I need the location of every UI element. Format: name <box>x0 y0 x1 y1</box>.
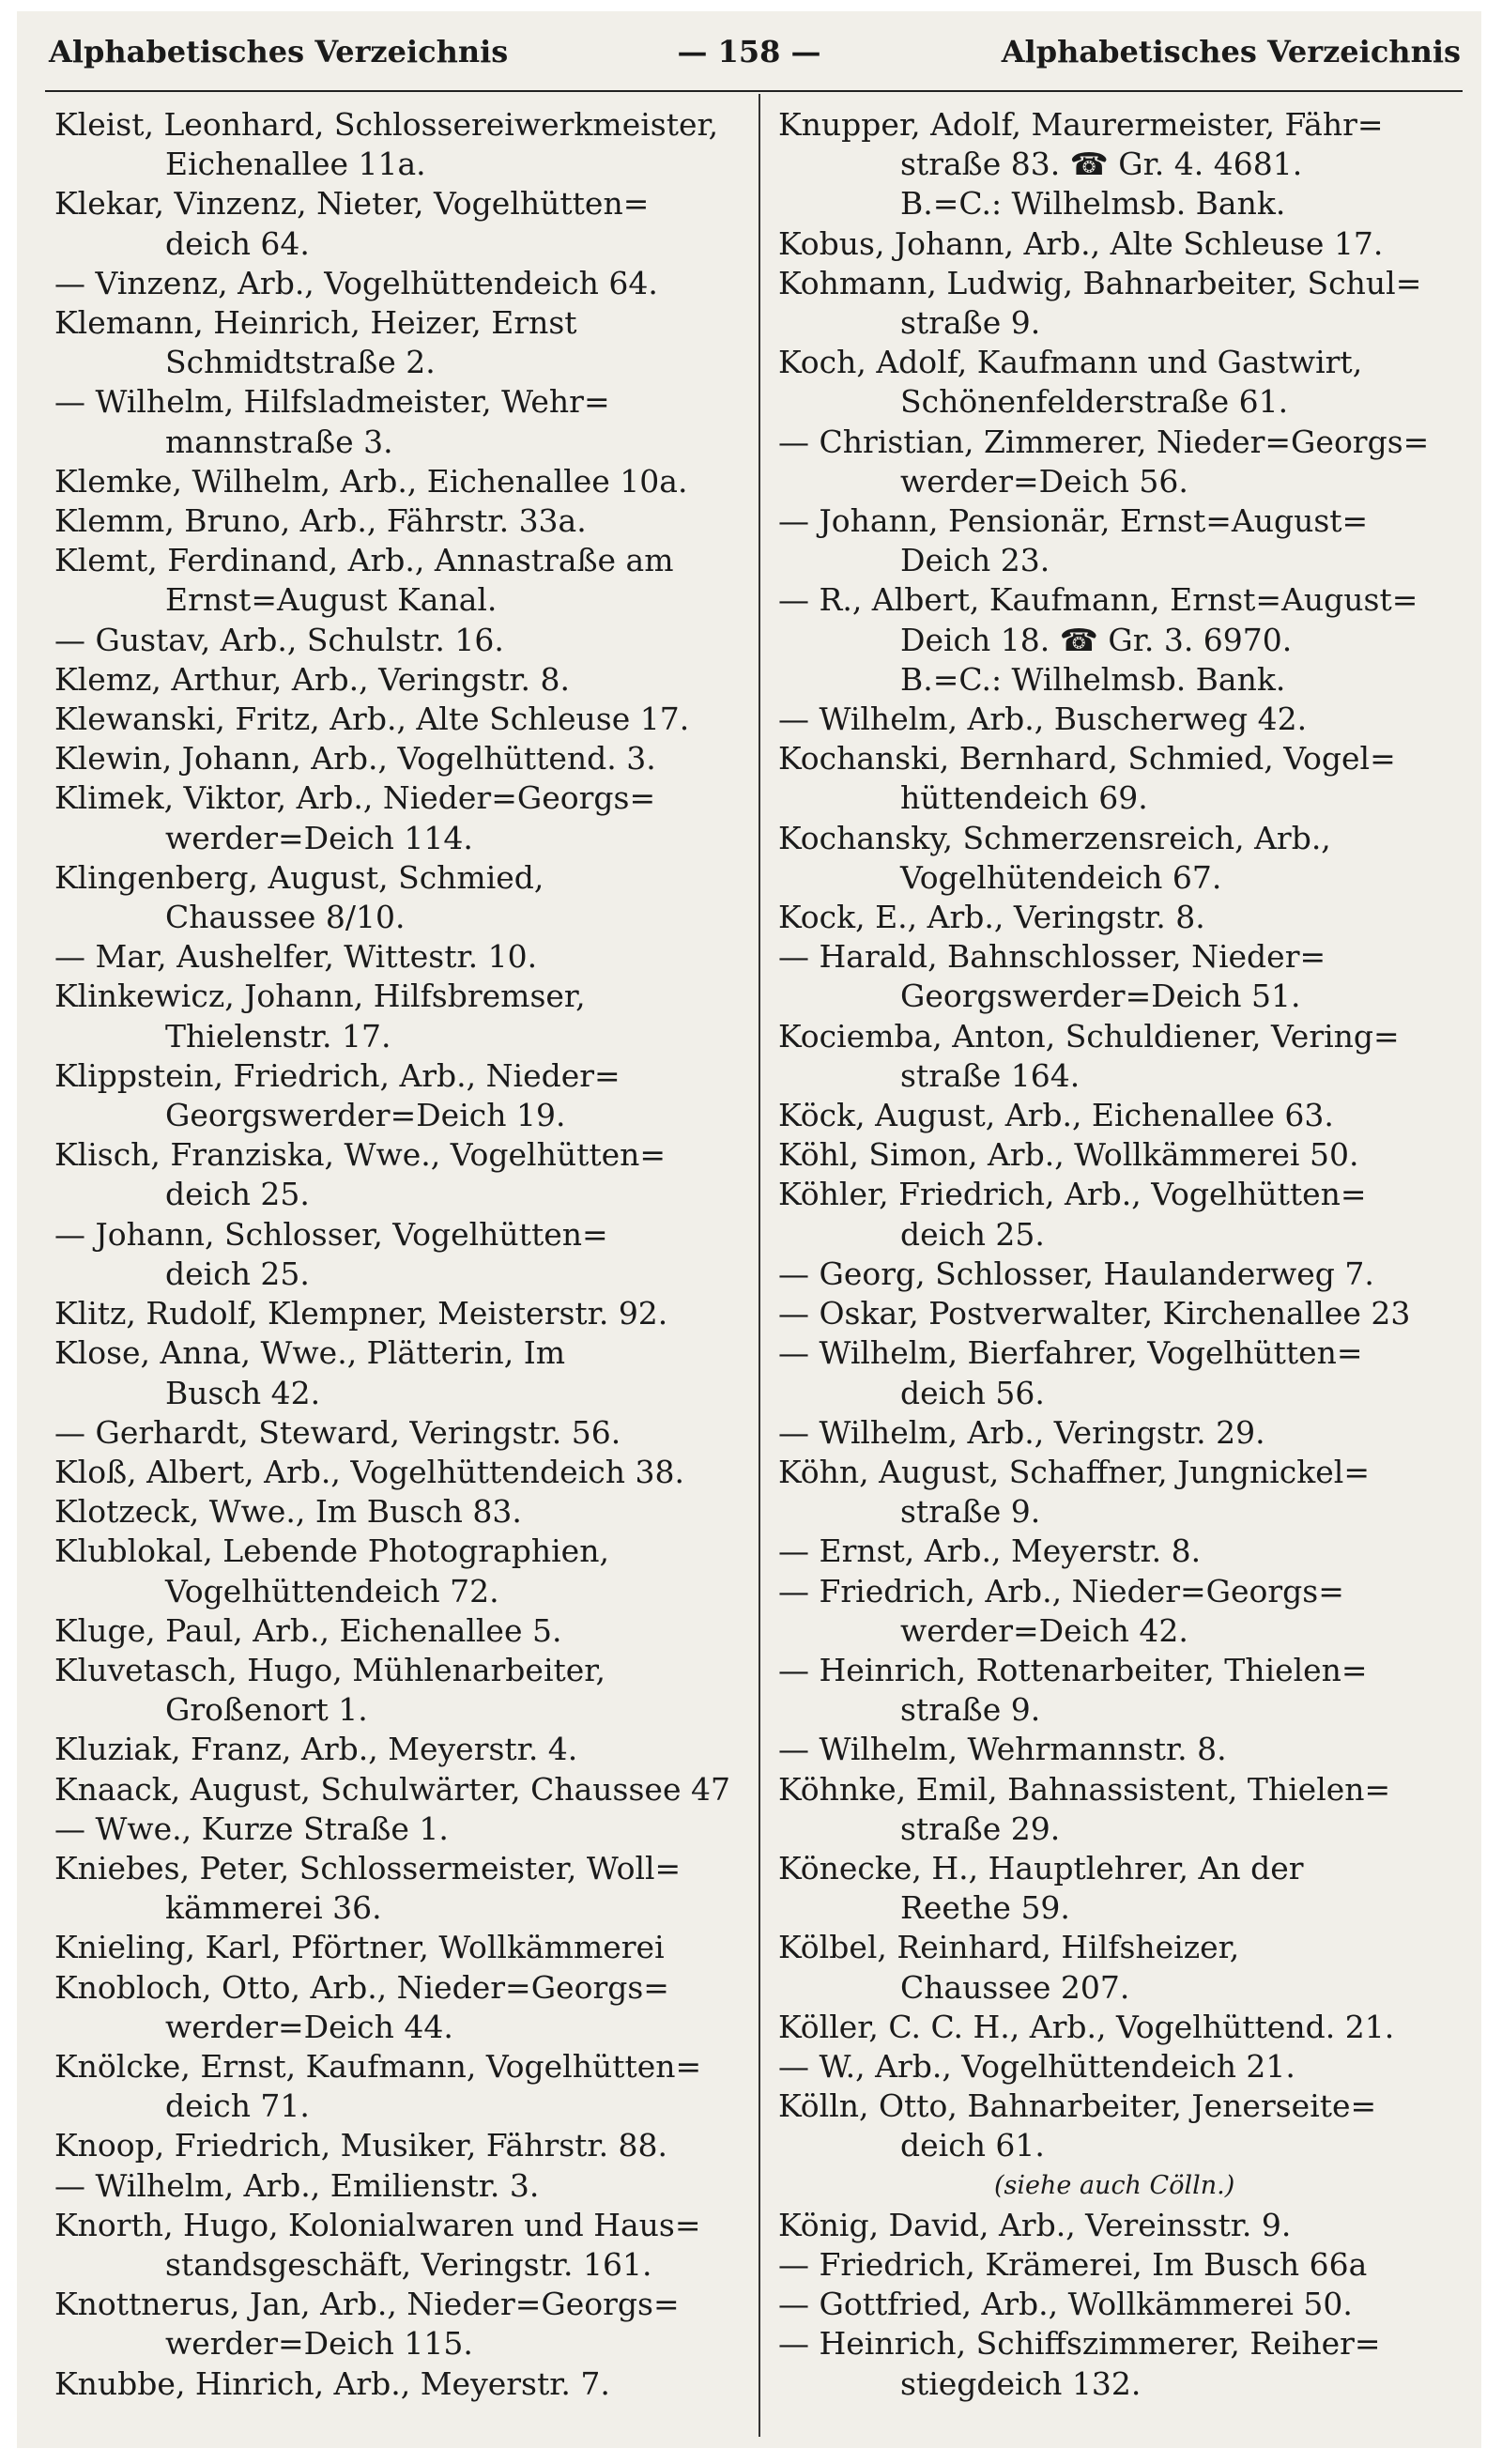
entry-continuation: straße 9. <box>900 1691 1041 1729</box>
entry-line: Koch, Adolf, Kaufmann und Gastwirt, <box>778 344 1363 381</box>
directory-entry <box>54 700 744 739</box>
entry-line: Köller, C. C. H., Arb., Vogelhüttend. 21. <box>778 2008 1395 2045</box>
entry-line: — Wilhelm, Arb., Veringstr. 29. <box>778 1413 1265 1451</box>
directory-entry <box>778 224 1478 264</box>
entry-continuation: Busch 42. <box>165 1374 321 1411</box>
entry-line: — Gerhardt, Steward, Veringstr. 56. <box>54 1413 621 1451</box>
entry-line: Kochansky, Schmerzensreich, Arb., <box>778 819 1331 856</box>
entry-line: Klose, Anna, Wwe., Plätterin, Im <box>54 1334 566 1372</box>
entry-continuation: werder=Deich 56. <box>900 462 1188 500</box>
directory-entry <box>778 1572 1478 1651</box>
entry-line: Kleist, Leonhard, Schlossereiwerkmeister, <box>54 106 719 143</box>
entry-line: — Wilhelm, Hilfsladmeister, Wehr= <box>54 383 610 421</box>
entry-continuation: straße 29. <box>900 1810 1061 1847</box>
entry-continuation: deich 64. <box>165 224 310 262</box>
entry-continuation: Georgswerder=Deich 19. <box>165 1097 566 1134</box>
entry-continuation: Vogelhütendeich 67. <box>900 858 1222 896</box>
entry-line: — Heinrich, Schiffszimmerer, Reiher= <box>778 2325 1381 2363</box>
directory-entry <box>778 1175 1478 1254</box>
directory-entry <box>54 1730 744 1769</box>
directory-entry <box>778 1135 1478 1175</box>
directory-entry <box>54 2285 744 2364</box>
entry-line: — Friedrich, Krämerei, Im Busch 66a <box>778 2245 1368 2283</box>
directory-entry <box>778 700 1478 739</box>
entry-line: — Friedrich, Arb., Nieder=Georgs= <box>778 1572 1344 1609</box>
directory-entry <box>54 1849 744 1928</box>
directory-entry <box>54 2047 744 2126</box>
entry-line: Kochanski, Bernhard, Schmied, Vogel= <box>778 740 1396 778</box>
entry-continuation: werder=Deich 42. <box>900 1611 1188 1649</box>
entry-continuation: deich 25. <box>165 1255 310 1292</box>
directory-entry <box>54 184 744 263</box>
directory-entry <box>778 1730 1478 1769</box>
entry-line: Köhnke, Emil, Bahnassistent, Thielen= <box>778 1770 1391 1808</box>
entry-continuation: Chaussee 8/10. <box>165 899 406 936</box>
directory-entry <box>778 105 1478 224</box>
directory-entry <box>778 2206 1478 2245</box>
directory-entry <box>778 264 1478 343</box>
directory-entry <box>778 898 1478 937</box>
directory-entry <box>54 1928 744 1967</box>
directory-entry <box>778 2245 1478 2285</box>
entry-line: König, David, Arb., Vereinsstr. 9. <box>778 2206 1292 2243</box>
directory-entry <box>778 1017 1478 1096</box>
entry-line: — Wilhelm, Arb., Buscherweg 42. <box>778 701 1308 738</box>
entry-continuation: werder=Deich 115. <box>165 2325 473 2363</box>
directory-entry <box>54 858 744 937</box>
directory-entry <box>54 2206 744 2285</box>
directory-entry <box>54 541 744 620</box>
entry-continuation: Schmidtstraße 2. <box>165 344 436 381</box>
entry-line: Klewanski, Fritz, Arb., Alte Schleuse 17. <box>54 701 690 738</box>
directory-entry <box>778 2008 1478 2047</box>
entry-line: Knorth, Hugo, Kolonialwaren und Haus= <box>54 2206 701 2243</box>
entry-continuation: hüttendeich 69. <box>900 779 1148 817</box>
directory-entry <box>54 1770 744 1810</box>
entry-continuation: straße 164. <box>900 1056 1081 1094</box>
entry-line: — Heinrich, Rottenarbeiter, Thielen= <box>778 1651 1368 1688</box>
entry-line: Köhler, Friedrich, Arb., Vogelhütten= <box>778 1176 1367 1213</box>
entry-line: Kluziak, Franz, Arb., Meyerstr. 4. <box>54 1731 578 1768</box>
entry-line: Klingenberg, August, Schmied, <box>54 858 544 896</box>
entry-line: Klemke, Wilhelm, Arb., Eichenallee 10a. <box>54 462 688 500</box>
directory-entry <box>54 1215 744 1294</box>
entry-line: — Georg, Schlosser, Haulanderweg 7. <box>778 1255 1374 1292</box>
header-right-title: Alphabetisches Verzeichnis <box>1001 34 1461 69</box>
directory-entry <box>778 1096 1478 1135</box>
entry-line: Kock, E., Arb., Veringstr. 8. <box>778 899 1205 936</box>
directory-entry <box>778 1453 1478 1532</box>
directory-entry <box>778 739 1478 818</box>
left-column <box>54 105 744 2404</box>
entry-line: — Gustav, Arb., Schulstr. 16. <box>54 621 504 658</box>
entry-continuation: Großenort 1. <box>165 1691 368 1729</box>
entry-line: Knaack, August, Schulwärter, Chaussee 47 <box>54 1770 730 1808</box>
entry-line: Klewin, Johann, Arb., Vogelhüttend. 3. <box>54 740 656 778</box>
entry-line: Kölln, Otto, Bahnarbeiter, Jenerseite= <box>778 2087 1377 2125</box>
entry-continuation: kämmerei 36. <box>165 1889 382 1927</box>
directory-entry <box>778 580 1478 700</box>
entry-line: Klemt, Ferdinand, Arb., Annastraße am <box>54 542 674 579</box>
directory-entry <box>54 1532 744 1610</box>
directory-entry <box>54 1810 744 1849</box>
entry-line: Klisch, Franziska, Wwe., Vogelhütten= <box>54 1136 667 1174</box>
directory-entry <box>778 1255 1478 1294</box>
entry-line: — Wwe., Kurze Straße 1. <box>54 1810 449 1847</box>
header-left-title: Alphabetisches Verzeichnis <box>49 34 509 69</box>
entry-continuation: Thielenstr. 17. <box>165 1017 391 1055</box>
directory-entry <box>778 1413 1478 1453</box>
entry-continuation: Vogelhüttendeich 72. <box>165 1572 499 1609</box>
directory-entry <box>54 105 744 184</box>
page-number: — 158 — <box>677 34 821 69</box>
directory-entry <box>778 819 1478 898</box>
entry-line: — Wilhelm, Bierfahrer, Vogelhütten= <box>778 1334 1363 1372</box>
entry-line: — Christian, Zimmerer, Nieder=Georgs= <box>778 423 1430 460</box>
directory-entry <box>54 2364 744 2404</box>
entry-continuation: Georgswerder=Deich 51. <box>900 978 1301 1015</box>
directory-entry <box>778 1294 1478 1333</box>
entry-continuation: deich 71. <box>165 2087 310 2125</box>
directory-entry <box>54 501 744 541</box>
column-divider <box>759 94 760 2437</box>
directory-entry <box>778 1333 1478 1412</box>
entry-line: Kluge, Paul, Arb., Eichenallee 5. <box>54 1611 562 1649</box>
entry-continuation: straße 9. <box>900 304 1041 342</box>
entry-continuation: deich 56. <box>900 1374 1045 1411</box>
directory-entry <box>54 1056 744 1135</box>
entry-line: — Oskar, Postverwalter, Kirchenallee 23 <box>778 1295 1411 1332</box>
entry-line: Klemm, Bruno, Arb., Fährstr. 33a. <box>54 502 587 540</box>
directory-entry <box>54 778 744 857</box>
entry-continuation: B.=C.: Wilhelmsb. Bank. <box>900 660 1286 698</box>
right-column <box>778 105 1478 2404</box>
entry-continuation: straße 83. ☎ Gr. 4. 4681. <box>900 146 1303 183</box>
entry-line: Köhl, Simon, Arb., Wollkämmerei 50. <box>778 1136 1359 1174</box>
entry-continuation: Eichenallee 11a. <box>165 146 426 183</box>
entry-line: — Gottfried, Arb., Wollkämmerei 50. <box>778 2286 1353 2323</box>
entry-continuation: Deich 18. ☎ Gr. 3. 6970. <box>900 621 1293 658</box>
directory-entry <box>778 2087 1478 2206</box>
entry-line: Klemz, Arthur, Arb., Veringstr. 8. <box>54 660 570 698</box>
entry-continuation: straße 9. <box>900 1493 1041 1531</box>
entry-line: — Mar, Aushelfer, Wittestr. 10. <box>54 938 538 976</box>
directory-entry <box>54 1968 744 2047</box>
entry-line: — R., Albert, Kaufmann, Ernst=August= <box>778 581 1418 619</box>
entry-line: Kluvetasch, Hugo, Mühlenarbeiter, <box>54 1651 605 1688</box>
entry-line: Klublokal, Lebende Photographien, <box>54 1532 609 1570</box>
entry-line: Knölcke, Ernst, Kaufmann, Vogelhütten= <box>54 2047 702 2085</box>
entry-continuation: Schönenfelderstraße 61. <box>900 383 1289 421</box>
entry-continuation: deich 61. <box>900 2127 1045 2164</box>
entry-continuation: werder=Deich 114. <box>165 819 473 856</box>
entry-line: Knobloch, Otto, Arb., Nieder=Georgs= <box>54 1968 669 2006</box>
entry-line: Knieling, Karl, Pförtner, Wollkämmerei <box>54 1929 665 1966</box>
directory-entry <box>54 264 744 303</box>
directory-entry <box>778 501 1478 580</box>
entry-line: Klotzeck, Wwe., Im Busch 83. <box>54 1493 522 1531</box>
directory-entry <box>54 1135 744 1214</box>
entry-continuation: Reethe 59. <box>900 1889 1070 1927</box>
directory-entry <box>54 1611 744 1651</box>
directory-entry <box>54 1294 744 1333</box>
entry-continuation: (siehe auch Cölln.) <box>994 2170 1235 2200</box>
directory-entry <box>778 1651 1478 1730</box>
directory-entry <box>54 303 744 382</box>
entry-continuation: werder=Deich 44. <box>165 2008 453 2045</box>
page-header <box>17 34 1481 81</box>
entry-continuation: B.=C.: Wilhelmsb. Bank. <box>900 185 1286 223</box>
header-rule <box>45 90 1463 92</box>
entry-line: Kohmann, Ludwig, Bahnarbeiter, Schul= <box>778 264 1422 301</box>
directory-entry <box>54 977 744 1055</box>
entry-continuation: deich 25. <box>900 1215 1045 1253</box>
entry-line: — Wilhelm, Arb., Emilienstr. 3. <box>54 2166 540 2204</box>
entry-line: Knupper, Adolf, Maurermeister, Fähr= <box>778 106 1384 143</box>
entry-line: Kniebes, Peter, Schlossermeister, Woll= <box>54 1849 682 1886</box>
entry-line: — Johann, Pensionär, Ernst=August= <box>778 502 1369 540</box>
directory-entry <box>778 937 1478 1016</box>
directory-page <box>17 11 1481 2448</box>
directory-entry <box>54 2126 744 2165</box>
entry-line: — Johann, Schlosser, Vogelhütten= <box>54 1215 608 1253</box>
entry-line: — Harald, Bahnschlosser, Nieder= <box>778 938 1326 976</box>
entry-line: Knubbe, Hinrich, Arb., Meyerstr. 7. <box>54 2364 610 2402</box>
entry-line: Kölbel, Reinhard, Hilfsheizer, <box>778 1929 1240 1966</box>
directory-entry <box>778 2324 1478 2403</box>
directory-entry <box>54 1492 744 1532</box>
entry-line: Köck, August, Arb., Eichenallee 63. <box>778 1097 1334 1134</box>
directory-entry <box>778 2285 1478 2324</box>
directory-entry <box>54 739 744 778</box>
entry-line: Knoop, Friedrich, Musiker, Fährstr. 88. <box>54 2127 668 2164</box>
entry-continuation: Deich 23. <box>900 542 1050 579</box>
directory-entry <box>54 2166 744 2206</box>
entry-continuation: standsgeschäft, Veringstr. 161. <box>165 2245 652 2283</box>
directory-entry <box>54 382 744 461</box>
directory-entry <box>54 937 744 977</box>
entry-line: — Wilhelm, Wehrmannstr. 8. <box>778 1731 1227 1768</box>
directory-entry <box>54 621 744 660</box>
entry-line: Klippstein, Friedrich, Arb., Nieder= <box>54 1056 621 1094</box>
entry-line: Klemann, Heinrich, Heizer, Ernst <box>54 304 577 342</box>
entry-line: — Vinzenz, Arb., Vogelhüttendeich 64. <box>54 264 658 301</box>
directory-entry <box>54 1651 744 1730</box>
entry-continuation: Ernst=August Kanal. <box>165 581 498 619</box>
directory-entry <box>778 423 1478 501</box>
entry-line: Köhn, August, Schaffner, Jungnickel= <box>778 1453 1371 1490</box>
entry-line: Kociemba, Anton, Schuldiener, Vering= <box>778 1017 1400 1055</box>
directory-entry <box>778 1928 1478 2007</box>
entry-continuation: Chaussee 207. <box>900 1968 1130 2006</box>
entry-line: Knottnerus, Jan, Arb., Nieder=Georgs= <box>54 2286 680 2323</box>
directory-entry <box>54 1413 744 1453</box>
entry-continuation: deich 25. <box>165 1176 310 1213</box>
entry-line: Kobus, Johann, Arb., Alte Schleuse 17. <box>778 224 1384 262</box>
entry-line: Klimek, Viktor, Arb., Nieder=Georgs= <box>54 779 656 817</box>
entry-continuation: mannstraße 3. <box>165 423 393 460</box>
directory-entry <box>778 1849 1478 1928</box>
directory-entry <box>778 343 1478 422</box>
entry-line: Klekar, Vinzenz, Nieter, Vogelhütten= <box>54 185 650 223</box>
entry-line: Klinkewicz, Johann, Hilfsbremser, <box>54 978 586 1015</box>
entry-line: Könecke, H., Hauptlehrer, An der <box>778 1849 1304 1886</box>
directory-entry <box>54 1453 744 1492</box>
directory-entry <box>778 2047 1478 2087</box>
entry-line: Klitz, Rudolf, Klempner, Meisterstr. 92. <box>54 1295 668 1332</box>
directory-entry <box>54 660 744 700</box>
entry-line: — W., Arb., Vogelhüttendeich 21. <box>778 2047 1295 2085</box>
directory-entry <box>778 1770 1478 1849</box>
directory-entry <box>778 1532 1478 1571</box>
directory-entry <box>54 462 744 501</box>
entry-continuation: stiegdeich 132. <box>900 2364 1142 2402</box>
entry-line: Kloß, Albert, Arb., Vogelhüttendeich 38. <box>54 1453 684 1490</box>
directory-entry <box>54 1333 744 1412</box>
entry-line: — Ernst, Arb., Meyerstr. 8. <box>778 1532 1202 1570</box>
